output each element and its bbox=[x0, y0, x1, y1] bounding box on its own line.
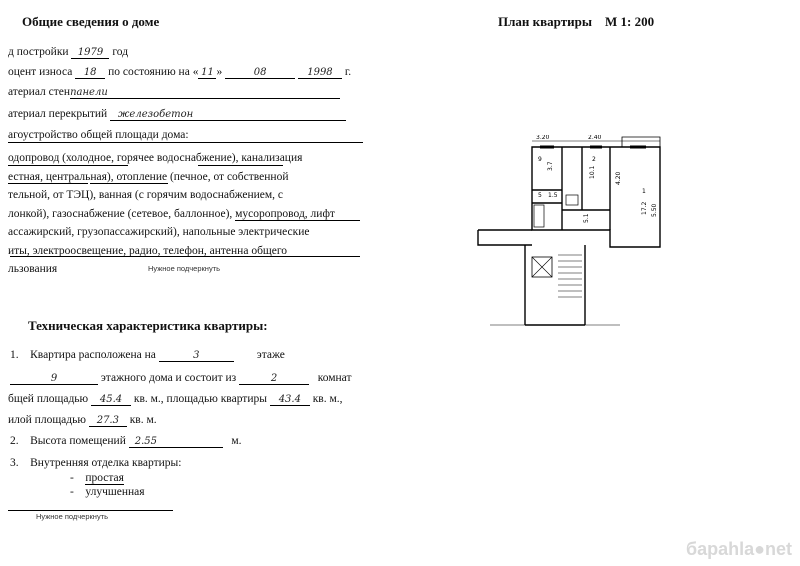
room-3-area: 5.1 bbox=[583, 213, 590, 223]
item-1-mid: этажного дома и состоит из bbox=[100, 372, 237, 384]
item-2-num: 2. bbox=[10, 435, 19, 447]
underline-mark bbox=[198, 165, 283, 166]
room-5: 5 bbox=[538, 192, 542, 199]
room-1-area: 17.2 bbox=[641, 201, 648, 215]
item-1-text: Квартира расположена на bbox=[30, 349, 156, 361]
year-row bbox=[8, 46, 128, 59]
amenities-line: иты, электроосвещение, радио, телефон, антенна общего bbox=[8, 244, 288, 257]
amenities-line: естная, центральная), отопление (печное, от собственной bbox=[8, 170, 289, 183]
item-1-total-label: бщей площадью bbox=[8, 393, 89, 405]
item-1-total-mid: кв. м., площадью квартиры bbox=[133, 393, 267, 405]
finish-option-2 bbox=[70, 486, 145, 498]
room-2-area: 10.1 bbox=[589, 165, 596, 179]
elevator-cross bbox=[532, 257, 552, 277]
wear-day: 11 bbox=[198, 67, 216, 79]
underline-mark bbox=[90, 183, 168, 184]
underline-mark bbox=[8, 183, 88, 184]
item-2-row bbox=[10, 435, 242, 448]
wear-close: » bbox=[216, 66, 223, 78]
item-1-flat: 43.4 bbox=[270, 394, 310, 406]
wear-label: оцент износа bbox=[8, 66, 73, 78]
item-1-floor-suffix: этаже bbox=[256, 349, 285, 361]
underline-mark bbox=[235, 220, 360, 221]
bathtub bbox=[534, 205, 544, 227]
amenities-line: одопровод (холодное, горячее водоснабжение), канализация bbox=[8, 152, 303, 164]
item-3-num: 3. bbox=[10, 457, 19, 469]
note-2: Нужное подчеркнуть bbox=[36, 512, 109, 521]
item-1-row2 bbox=[10, 372, 352, 385]
item-1-row3 bbox=[8, 393, 343, 406]
amenities-end-rule bbox=[10, 256, 360, 257]
dim-top-1: 3.20 bbox=[536, 135, 550, 141]
plan-title bbox=[498, 14, 654, 30]
watermark: бараhla●net bbox=[685, 539, 792, 559]
finish-dash: - bbox=[70, 486, 74, 498]
item-1-living-label: илой площадью bbox=[8, 414, 86, 426]
item-1-storeys: 9 bbox=[10, 373, 98, 385]
amenities-rule bbox=[8, 142, 363, 143]
item-1-row1 bbox=[10, 349, 285, 362]
floors-value: железобетон bbox=[110, 109, 346, 121]
item-3-text: Внутренняя отделка квартиры: bbox=[30, 457, 182, 469]
finish-option-1 bbox=[70, 472, 124, 484]
room-5-area: 1.5 bbox=[548, 192, 558, 199]
wear-month: 08 bbox=[225, 67, 295, 79]
year-label: д постройки bbox=[8, 46, 69, 58]
amenities-line: ассажирский, грузопассажирский), напольные электрические bbox=[8, 226, 310, 238]
note-1: Нужное подчеркнуть bbox=[148, 264, 221, 273]
wear-value: 18 bbox=[75, 67, 105, 79]
room-2: 2 bbox=[592, 156, 596, 163]
floors-label: атериал перекрытий bbox=[8, 108, 108, 120]
room-9-area: 3.7 bbox=[547, 161, 554, 171]
item-1-rooms: 2 bbox=[239, 373, 309, 385]
item-2-value: 2.55 bbox=[129, 436, 223, 448]
amenities-line: тельной, от ТЭЦ), ванная (с горячим водоснабжением, с bbox=[8, 189, 284, 201]
floors-row bbox=[8, 108, 346, 121]
stair-treads bbox=[558, 255, 582, 297]
item-1-living-suffix: кв. м. bbox=[129, 414, 157, 426]
item-3-row bbox=[10, 457, 181, 469]
year-value: 1979 bbox=[71, 47, 109, 59]
wear-g: г. bbox=[344, 66, 352, 78]
wear-row bbox=[8, 66, 351, 79]
note-2-rule bbox=[8, 510, 173, 511]
finish-improved: улучшенная bbox=[85, 486, 145, 498]
item-1-flat-suffix: кв. м., bbox=[312, 393, 343, 405]
underline-mark bbox=[8, 165, 128, 166]
finish-dash: - bbox=[70, 472, 74, 484]
walls-label: атериал стен bbox=[8, 86, 71, 98]
plan-scale: М 1: 200 bbox=[604, 14, 655, 29]
stove bbox=[566, 195, 578, 205]
floor-plan bbox=[470, 135, 685, 330]
tech-title: Техническая характеристика квартиры: bbox=[28, 318, 268, 333]
amenities-line: лонкой), газоснабжение (сетевое, баллонное), мусоропровод, лифт bbox=[8, 207, 335, 220]
dim-side-2: 5.50 bbox=[651, 203, 658, 217]
year-suffix: год bbox=[112, 46, 129, 58]
amenities-list bbox=[8, 149, 368, 279]
amenities-label: агоустройство общей площади дома: bbox=[8, 129, 189, 141]
wear-year: 1998 bbox=[298, 67, 342, 79]
dim-side-1: 4.20 bbox=[615, 171, 622, 185]
item-1-num: 1. bbox=[10, 349, 19, 361]
item-1-row4 bbox=[8, 414, 157, 427]
finish-simple: простая bbox=[85, 472, 124, 484]
room-1: 1 bbox=[642, 188, 646, 195]
left-title: Общие сведения о доме bbox=[22, 14, 160, 29]
amenities-line: льзования bbox=[8, 263, 58, 275]
item-1-living: 27.3 bbox=[89, 415, 127, 427]
dim-top-2: 2.40 bbox=[588, 135, 602, 141]
walls-value: панели bbox=[70, 87, 340, 99]
item-2-text: Высота помещений bbox=[30, 435, 126, 447]
corridor bbox=[478, 230, 532, 245]
item-1-floor: 3 bbox=[159, 350, 234, 362]
walls-row bbox=[8, 86, 340, 99]
item-1-rooms-suffix: комнат bbox=[317, 372, 352, 384]
item-1-total: 45.4 bbox=[91, 394, 131, 406]
wear-mid: по состоянию на « bbox=[108, 66, 199, 78]
room-9: 9 bbox=[538, 156, 542, 163]
item-2-suffix: м. bbox=[231, 435, 242, 447]
plan-title-text: План квартиры bbox=[498, 14, 592, 29]
